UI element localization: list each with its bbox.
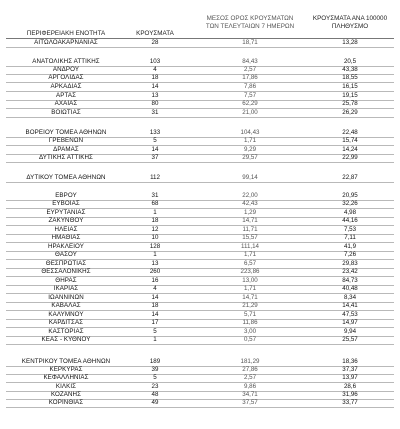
avg-cell: 2,57: [243, 66, 257, 73]
cases-cell: 14: [151, 83, 159, 90]
avg-cell: 111,14: [240, 243, 259, 250]
row-divider: [6, 47, 394, 48]
avg-cell: 1,29: [243, 209, 257, 216]
avg-cell: 14,71: [242, 294, 258, 301]
cases-cell: 189: [149, 358, 161, 365]
header-avg-line1: ΜΕΣΟΣ ΟΡΟΣ ΚΡΟΥΣΜΑΤΩΝ: [206, 15, 294, 22]
cases-cell: 5: [153, 374, 157, 381]
table-row: [0, 174, 400, 182]
cases-cell: 13: [151, 260, 159, 267]
avg-cell: 29,57: [242, 154, 258, 161]
cases-cell: 18: [151, 217, 159, 224]
cases-cell: 4: [153, 285, 157, 292]
cases-cell: 5: [153, 137, 157, 144]
table-row: [0, 243, 400, 251]
region-cell: ΕΥΡΥΤΑΝΙΑΣ: [46, 209, 86, 216]
region-cell: ΚΑΣΤΟΡΙΑΣ: [48, 328, 84, 335]
region-cell: ΚΟΡΙΝΘΙΑΣ: [48, 399, 84, 406]
region-cell: ΚΕΑΣ - ΚΥΘΝΟΥ: [41, 336, 91, 343]
table-row: [0, 302, 400, 310]
avg-cell: 62,29: [242, 100, 258, 107]
per-100000-cell: 9,94: [343, 328, 357, 335]
region-cell: ΗΛΕΙΑΣ: [54, 226, 78, 233]
region-cell: ΔΥΤΙΚΟΥ ΤΟΜΕΑ ΑΘΗΝΩΝ: [26, 174, 106, 181]
cases-cell: 17: [151, 319, 159, 326]
table-row: [0, 58, 400, 66]
avg-cell: 11,71: [242, 226, 258, 233]
region-cell: ΑΡΤΑΣ: [55, 92, 77, 99]
avg-cell: 13,00: [242, 277, 258, 284]
per-100000-cell: 32,26: [342, 200, 358, 207]
region-cell: ΚΕΝΤΡΙΚΟΥ ΤΟΜΕΑ ΑΘΗΝΩΝ: [21, 358, 111, 365]
table-row: [0, 192, 400, 200]
region-cell: ΚΑΒΑΛΑΣ: [51, 302, 81, 309]
avg-cell: 14,71: [242, 217, 258, 224]
table-row: [0, 277, 400, 285]
header-region: ΠΕΡΙΦΕΡΕΙΑΚΗ ΕΝΟΤΗΤΑ: [26, 30, 106, 37]
table-row: [0, 391, 400, 399]
region-cell: ΚΑΛΥΜΝΟΥ: [48, 311, 84, 318]
table-row: [0, 83, 400, 91]
cases-cell: 16: [151, 277, 159, 284]
region-cell: ΒΟΙΩΤΙΑΣ: [51, 109, 81, 116]
cases-cell: 1: [153, 336, 157, 343]
cases-cell: 49: [151, 399, 159, 406]
region-cell: ΗΡΑΚΛΕΙΟΥ: [47, 243, 84, 250]
region-cell: ΑΝΑΤΟΛΙΚΗΣ ΑΤΤΙΚΗΣ: [32, 58, 100, 65]
region-cell: ΙΩΑΝΝΙΝΩΝ: [48, 294, 84, 301]
avg-cell: 1,71: [243, 285, 257, 292]
table-row: [0, 109, 400, 117]
header-per-line2: ΠΛΗΘΥΣΜΟ: [331, 22, 369, 30]
per-100000-cell: 7,26: [343, 251, 357, 258]
per-100000-cell: 18,55: [342, 74, 358, 81]
per-100000-cell: 22,48: [342, 129, 358, 136]
table-row: [0, 66, 400, 74]
table-row: [0, 311, 400, 319]
region-cell: ΑΙΤΩΛΟΑΚΑΡΝΑΝΙΑΣ: [34, 39, 98, 46]
cases-cell: 1: [153, 209, 157, 216]
avg-cell: 5,71: [243, 311, 257, 318]
avg-cell: 84,43: [242, 58, 258, 65]
table-row: [0, 383, 400, 391]
avg-cell: 104,43: [240, 129, 260, 136]
table-row: [0, 92, 400, 100]
region-cell: ΚΙΛΚΙΣ: [55, 383, 77, 390]
cases-cell: 31: [151, 192, 159, 199]
avg-cell: 2,57: [243, 374, 257, 381]
cases-cell: 39: [151, 366, 159, 373]
avg-cell: 15,57: [242, 234, 258, 241]
table-row: [0, 251, 400, 259]
avg-cell: 17,86: [242, 74, 258, 81]
per-100000-cell: 16,15: [342, 83, 358, 90]
header-avg-line2: ΤΩΝ ΤΕΛΕΥΤΑΙΩΝ 7 ΗΜΕΡΩΝ: [205, 22, 295, 30]
per-100000-cell: 20,5: [343, 58, 357, 65]
table-row: [0, 358, 400, 366]
table-row: [0, 399, 400, 407]
cases-cell: 103: [149, 58, 161, 65]
per-100000-cell: 84,73: [342, 277, 358, 284]
avg-cell: 21,00: [242, 109, 258, 116]
per-100000-cell: 7,53: [343, 226, 357, 233]
region-cell: ΑΡΚΑΔΙΑΣ: [50, 83, 82, 90]
table-row: [0, 366, 400, 374]
per-100000-cell: 14,97: [342, 319, 358, 326]
region-cell: ΗΜΑΘΙΑΣ: [51, 234, 81, 241]
table-row: [0, 217, 400, 225]
region-cell: ΔΥΤΙΚΗΣ ΑΤΤΙΚΗΣ: [39, 154, 93, 161]
per-100000-cell: 20,95: [342, 192, 358, 199]
per-100000-cell: 4,98: [343, 209, 357, 216]
cases-cell: 1: [153, 251, 157, 258]
table-row: [0, 319, 400, 327]
avg-cell: 22,00: [242, 192, 258, 199]
table-row: [0, 328, 400, 336]
per-100000-cell: 33,77: [342, 399, 358, 406]
region-cell: ΚΕΦΑΛΛΗΝΙΑΣ: [43, 374, 89, 381]
cases-cell: 23: [151, 383, 159, 390]
table-row: [0, 129, 400, 137]
region-cell: ΚΑΡΔΙΤΣΑΣ: [48, 319, 84, 326]
region-cell: ΕΥΒΟΙΑΣ: [52, 200, 80, 207]
cases-cell: 28: [151, 39, 159, 46]
header-per-line1: ΚΡΟΥΣΜΑΤΑ ΑΝΑ 100000: [312, 15, 388, 22]
row-divider: [6, 162, 394, 163]
cases-cell: 133: [149, 129, 161, 136]
per-100000-cell: 31,96: [342, 391, 358, 398]
per-100000-cell: 26,29: [342, 109, 358, 116]
row-divider: [6, 182, 394, 183]
region-cell: ΘΕΣΣΑΛΟΝΙΚΗΣ: [41, 268, 91, 275]
per-100000-cell: 29,83: [342, 260, 358, 267]
region-cell: ΘΕΣΠΡΩΤΙΑΣ: [45, 260, 87, 267]
per-100000-cell: 40,48: [342, 285, 358, 292]
per-100000-cell: 41,9: [343, 243, 357, 250]
cases-cell: 18: [151, 302, 159, 309]
per-100000-cell: 13,28: [342, 39, 358, 46]
table-row: [0, 137, 400, 145]
cases-cell: 48: [151, 391, 159, 398]
avg-cell: 0,57: [243, 336, 257, 343]
cases-cell: 12: [151, 226, 159, 233]
table-row: [0, 209, 400, 217]
avg-cell: 1,71: [243, 251, 257, 258]
avg-cell: 34,71: [242, 391, 258, 398]
avg-cell: 9,86: [243, 383, 257, 390]
row-divider: [6, 344, 394, 345]
per-100000-cell: 22,87: [342, 174, 358, 181]
cases-cell: 4: [153, 66, 157, 73]
table-row: [0, 336, 400, 344]
row-divider: [6, 407, 394, 408]
cases-cell: 260: [149, 268, 161, 275]
region-cell: ΑΧΑΪΑΣ: [54, 100, 78, 107]
cases-cell: 18: [151, 74, 159, 81]
table-row: [0, 260, 400, 268]
row-divider: [6, 117, 394, 118]
region-cell: ΙΚΑΡΙΑΣ: [53, 285, 79, 292]
avg-cell: 223,86: [240, 268, 260, 275]
per-100000-cell: 15,74: [342, 137, 358, 144]
per-100000-cell: 14,24: [342, 146, 358, 153]
region-cell: ΖΑΚΥΝΘΟΥ: [48, 217, 84, 224]
region-cell: ΔΡΑΜΑΣ: [53, 146, 79, 153]
per-100000-cell: 7,11: [344, 234, 356, 241]
per-100000-cell: 23,42: [342, 268, 358, 275]
per-100000-cell: 37,37: [342, 366, 358, 373]
cases-cell: 68: [151, 200, 159, 207]
avg-cell: 27,86: [242, 366, 258, 373]
table-row: [0, 100, 400, 108]
per-100000-cell: 13,97: [342, 374, 358, 381]
avg-cell: 7,86: [243, 83, 257, 90]
per-100000-cell: 47,53: [342, 311, 358, 318]
table-row: [0, 154, 400, 162]
region-cell: ΚΕΡΚΥΡΑΣ: [49, 366, 83, 373]
cases-cell: 10: [151, 234, 159, 241]
cases-cell: 5: [153, 328, 157, 335]
table-row: [0, 268, 400, 276]
table-row: [0, 285, 400, 293]
cases-cell: 112: [150, 174, 160, 181]
cases-cell: 14: [151, 311, 159, 318]
per-100000-cell: 44,16: [342, 217, 358, 224]
avg-cell: 11,86: [242, 319, 258, 326]
per-100000-cell: 14,41: [342, 302, 358, 309]
region-cell: ΓΡΕΒΕΝΩΝ: [48, 137, 84, 144]
table-row: [0, 234, 400, 242]
region-cell: ΕΒΡΟΥ: [55, 192, 77, 199]
cases-cell: 13: [151, 92, 159, 99]
region-cell: ΚΟΖΑΝΗΣ: [50, 391, 82, 398]
table-row: [0, 226, 400, 234]
per-100000-cell: 18,36: [342, 358, 358, 365]
table-row: [0, 294, 400, 302]
avg-cell: 42,43: [242, 200, 258, 207]
avg-cell: 6,57: [243, 260, 257, 267]
region-cell: ΑΝΔΡΟΥ: [52, 66, 80, 73]
per-100000-cell: 25,57: [342, 336, 358, 343]
avg-cell: 18,71: [242, 39, 258, 46]
avg-cell: 9,29: [243, 146, 257, 153]
region-cell: ΒΟΡΕΙΟΥ ΤΟΜΕΑ ΑΘΗΝΩΝ: [25, 129, 107, 136]
avg-cell: 37,57: [242, 399, 258, 406]
cases-cell: 14: [151, 294, 159, 301]
avg-cell: 1,71: [243, 137, 257, 144]
table-row: [0, 146, 400, 154]
per-100000-cell: 28,6: [343, 383, 357, 390]
region-cell: ΘΑΣΟΥ: [55, 251, 77, 258]
cases-cell: 14: [151, 146, 159, 153]
avg-cell: 99,14: [242, 174, 258, 181]
avg-cell: 3,00: [243, 328, 257, 335]
table-row: [0, 74, 400, 82]
cases-cell: 31: [151, 109, 159, 116]
table-row: [0, 374, 400, 382]
per-100000-cell: 8,34: [343, 294, 357, 301]
cases-cell: 80: [151, 100, 159, 107]
avg-cell: 181,29: [240, 358, 260, 365]
per-100000-cell: 25,78: [342, 100, 358, 107]
per-100000-cell: 43,38: [342, 66, 358, 73]
cases-cell: 37: [151, 154, 159, 161]
cases-cell: 128: [149, 243, 161, 250]
per-100000-cell: 22,99: [342, 154, 358, 161]
table-row: [0, 39, 400, 47]
header-cases: ΚΡΟΥΣΜΑΤΑ: [136, 30, 174, 37]
avg-cell: 7,57: [243, 92, 257, 99]
region-cell: ΑΡΓΟΛΙΔΑΣ: [48, 74, 84, 81]
per-100000-cell: 19,15: [342, 92, 358, 99]
table-row: [0, 200, 400, 208]
region-cell: ΘΗΡΑΣ: [55, 277, 77, 284]
avg-cell: 21,29: [242, 302, 258, 309]
